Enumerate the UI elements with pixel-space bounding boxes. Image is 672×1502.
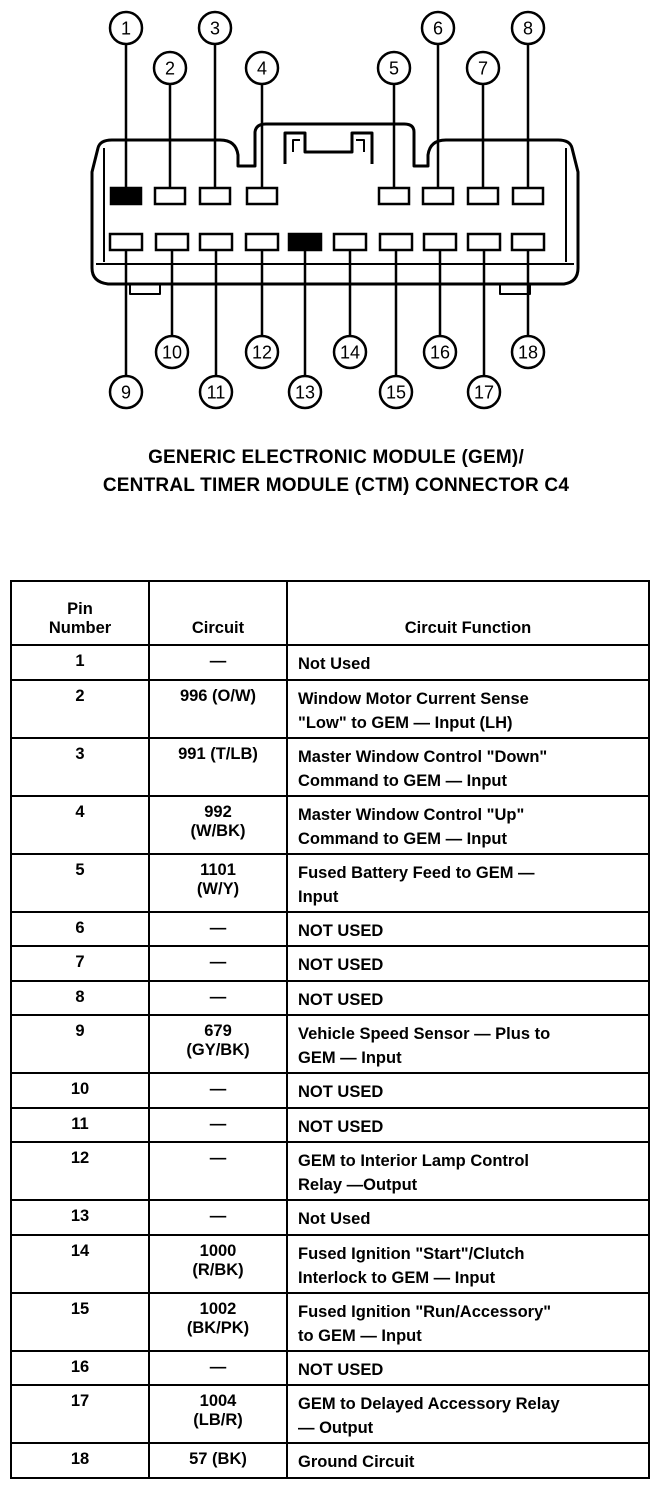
cavity-pin-7 (468, 188, 498, 204)
callout-label-pin-7: 7 (477, 58, 489, 79)
table-row (11, 1073, 649, 1108)
callout-label-pin-10: 10 (161, 342, 183, 363)
callout-label-pin-9: 9 (120, 382, 132, 403)
circuit-function-cell: Not Used (287, 1200, 649, 1235)
circuit-function-cell: Not Used (287, 645, 649, 680)
pin-number-cell: 8 (11, 981, 149, 1016)
circuit-cell: 57 (BK) (149, 1443, 287, 1478)
cavity-pin-4 (247, 188, 277, 204)
circuit-function-cell: Fused Battery Feed to GEM — Input (287, 854, 649, 912)
pin-number-cell: 11 (11, 1108, 149, 1143)
table-row (11, 1108, 649, 1143)
circuit-function-cell: NOT USED (287, 981, 649, 1016)
pin-number-cell: 4 (11, 796, 149, 854)
header-pin-number: Pin Number (11, 581, 149, 645)
table-header-row (11, 581, 649, 645)
circuit-function-cell: NOT USED (287, 1073, 649, 1108)
cavity-pin-17 (468, 234, 500, 250)
connector-latch (285, 133, 372, 164)
circuit-cell: — (149, 645, 287, 680)
circuit-function-cell: Vehicle Speed Sensor — Plus to GEM — Input (287, 1015, 649, 1073)
circuit-cell: — (149, 1108, 287, 1143)
cavity-pin-11 (200, 234, 232, 250)
pin-number-cell: 15 (11, 1293, 149, 1351)
circuit-function-cell: NOT USED (287, 1351, 649, 1386)
circuit-cell: — (149, 946, 287, 981)
callout-label-pin-2: 2 (164, 58, 176, 79)
table-row (11, 1443, 649, 1478)
circuit-cell: 992 (W/BK) (149, 796, 287, 854)
callout-label-pin-18: 18 (517, 342, 539, 363)
circuit-cell: 1101 (W/Y) (149, 854, 287, 912)
circuit-cell: 1002 (BK/PK) (149, 1293, 287, 1351)
circuit-cell: 679 (GY/BK) (149, 1015, 287, 1073)
cavity-pin-13 (289, 234, 321, 250)
circuit-cell: — (149, 1142, 287, 1200)
circuit-cell: 1004 (LB/R) (149, 1385, 287, 1443)
callout-label-pin-15: 15 (385, 382, 407, 403)
circuit-cell: 996 (O/W) (149, 680, 287, 738)
pin-number-cell: 10 (11, 1073, 149, 1108)
pin-number-cell: 2 (11, 680, 149, 738)
pin-table (10, 580, 650, 1479)
diagram-caption-line2: CENTRAL TIMER MODULE (CTM) CONNECTOR C4 (102, 475, 570, 496)
table-row (11, 1293, 649, 1351)
cavity-pin-14 (334, 234, 366, 250)
table-row (11, 946, 649, 981)
table-row (11, 912, 649, 947)
pin-number-cell: 13 (11, 1200, 149, 1235)
circuit-function-cell: Window Motor Current Sense "Low" to GEM — Input (LH) (287, 680, 649, 738)
callout-label-pin-1: 1 (120, 18, 132, 39)
header-circuit-function: Circuit Function (287, 581, 649, 645)
pin-number-cell: 3 (11, 738, 149, 796)
table-row (11, 1200, 649, 1235)
pin-number-cell: 7 (11, 946, 149, 981)
cavity-pin-3 (200, 188, 230, 204)
circuit-function-cell: NOT USED (287, 912, 649, 947)
circuit-cell: — (149, 1073, 287, 1108)
cavity-pin-5 (379, 188, 409, 204)
header-circuit: Circuit (149, 581, 287, 645)
circuit-function-cell: Fused Ignition "Run/Accessory" to GEM — Input (287, 1293, 649, 1351)
callout-label-pin-8: 8 (522, 18, 534, 39)
table-row (11, 1385, 649, 1443)
table-row (11, 1142, 649, 1200)
circuit-function-cell: GEM to Interior Lamp Control Relay —Output (287, 1142, 649, 1200)
circuit-function-cell: Ground Circuit (287, 1443, 649, 1478)
circuit-cell: — (149, 1351, 287, 1386)
cavity-pin-12 (246, 234, 278, 250)
table-row (11, 1235, 649, 1293)
pin-number-cell: 16 (11, 1351, 149, 1386)
diagram-caption-line1: GENERIC ELECTRONIC MODULE (GEM)/ (148, 447, 524, 468)
circuit-function-cell: NOT USED (287, 946, 649, 981)
pin-number-cell: 14 (11, 1235, 149, 1293)
cavity-pin-10 (156, 234, 188, 250)
table-row (11, 796, 649, 854)
table-row (11, 981, 649, 1016)
pin-number-cell: 1 (11, 645, 149, 680)
pin-number-cell: 18 (11, 1443, 149, 1478)
callout-label-pin-14: 14 (339, 342, 361, 363)
table-row (11, 1351, 649, 1386)
cavity-pin-2 (155, 188, 185, 204)
table-row (11, 680, 649, 738)
cavity-pin-6 (423, 188, 453, 204)
callout-label-pin-16: 16 (429, 342, 451, 363)
callout-label-pin-5: 5 (388, 58, 400, 79)
table-row (11, 854, 649, 912)
circuit-cell: — (149, 912, 287, 947)
circuit-function-cell: Master Window Control "Down" Command to GEM — Input (287, 738, 649, 796)
cavity-pin-8 (513, 188, 543, 204)
cavity-pin-16 (424, 234, 456, 250)
circuit-function-cell: NOT USED (287, 1108, 649, 1143)
circuit-function-cell: Fused Ignition "Start"/Clutch Interlock to GEM — Input (287, 1235, 649, 1293)
pin-number-cell: 9 (11, 1015, 149, 1073)
cavity-pin-18 (512, 234, 544, 250)
pin-number-cell: 17 (11, 1385, 149, 1443)
table-row (11, 645, 649, 680)
callout-label-pin-17: 17 (473, 382, 495, 403)
cavity-pin-1 (111, 188, 141, 204)
circuit-cell: 991 (T/LB) (149, 738, 287, 796)
connector-diagram (0, 0, 672, 420)
circuit-function-cell: GEM to Delayed Accessory Relay — Output (287, 1385, 649, 1443)
table-row (11, 1015, 649, 1073)
callout-label-pin-3: 3 (209, 18, 221, 39)
callout-label-pin-12: 12 (251, 342, 273, 363)
circuit-cell: — (149, 1200, 287, 1235)
pin-number-cell: 12 (11, 1142, 149, 1200)
cavity-pin-15 (380, 234, 412, 250)
cavity-pin-9 (110, 234, 142, 250)
callout-label-pin-11: 11 (206, 382, 226, 403)
callout-label-pin-4: 4 (256, 58, 268, 79)
circuit-function-cell: Master Window Control "Up" Command to GEM — Input (287, 796, 649, 854)
pin-number-cell: 6 (11, 912, 149, 947)
pin-number-cell: 5 (11, 854, 149, 912)
circuit-cell: 1000 (R/BK) (149, 1235, 287, 1293)
callout-label-pin-13: 13 (294, 382, 316, 403)
callout-label-pin-6: 6 (432, 18, 444, 39)
table-row (11, 738, 649, 796)
circuit-cell: — (149, 981, 287, 1016)
